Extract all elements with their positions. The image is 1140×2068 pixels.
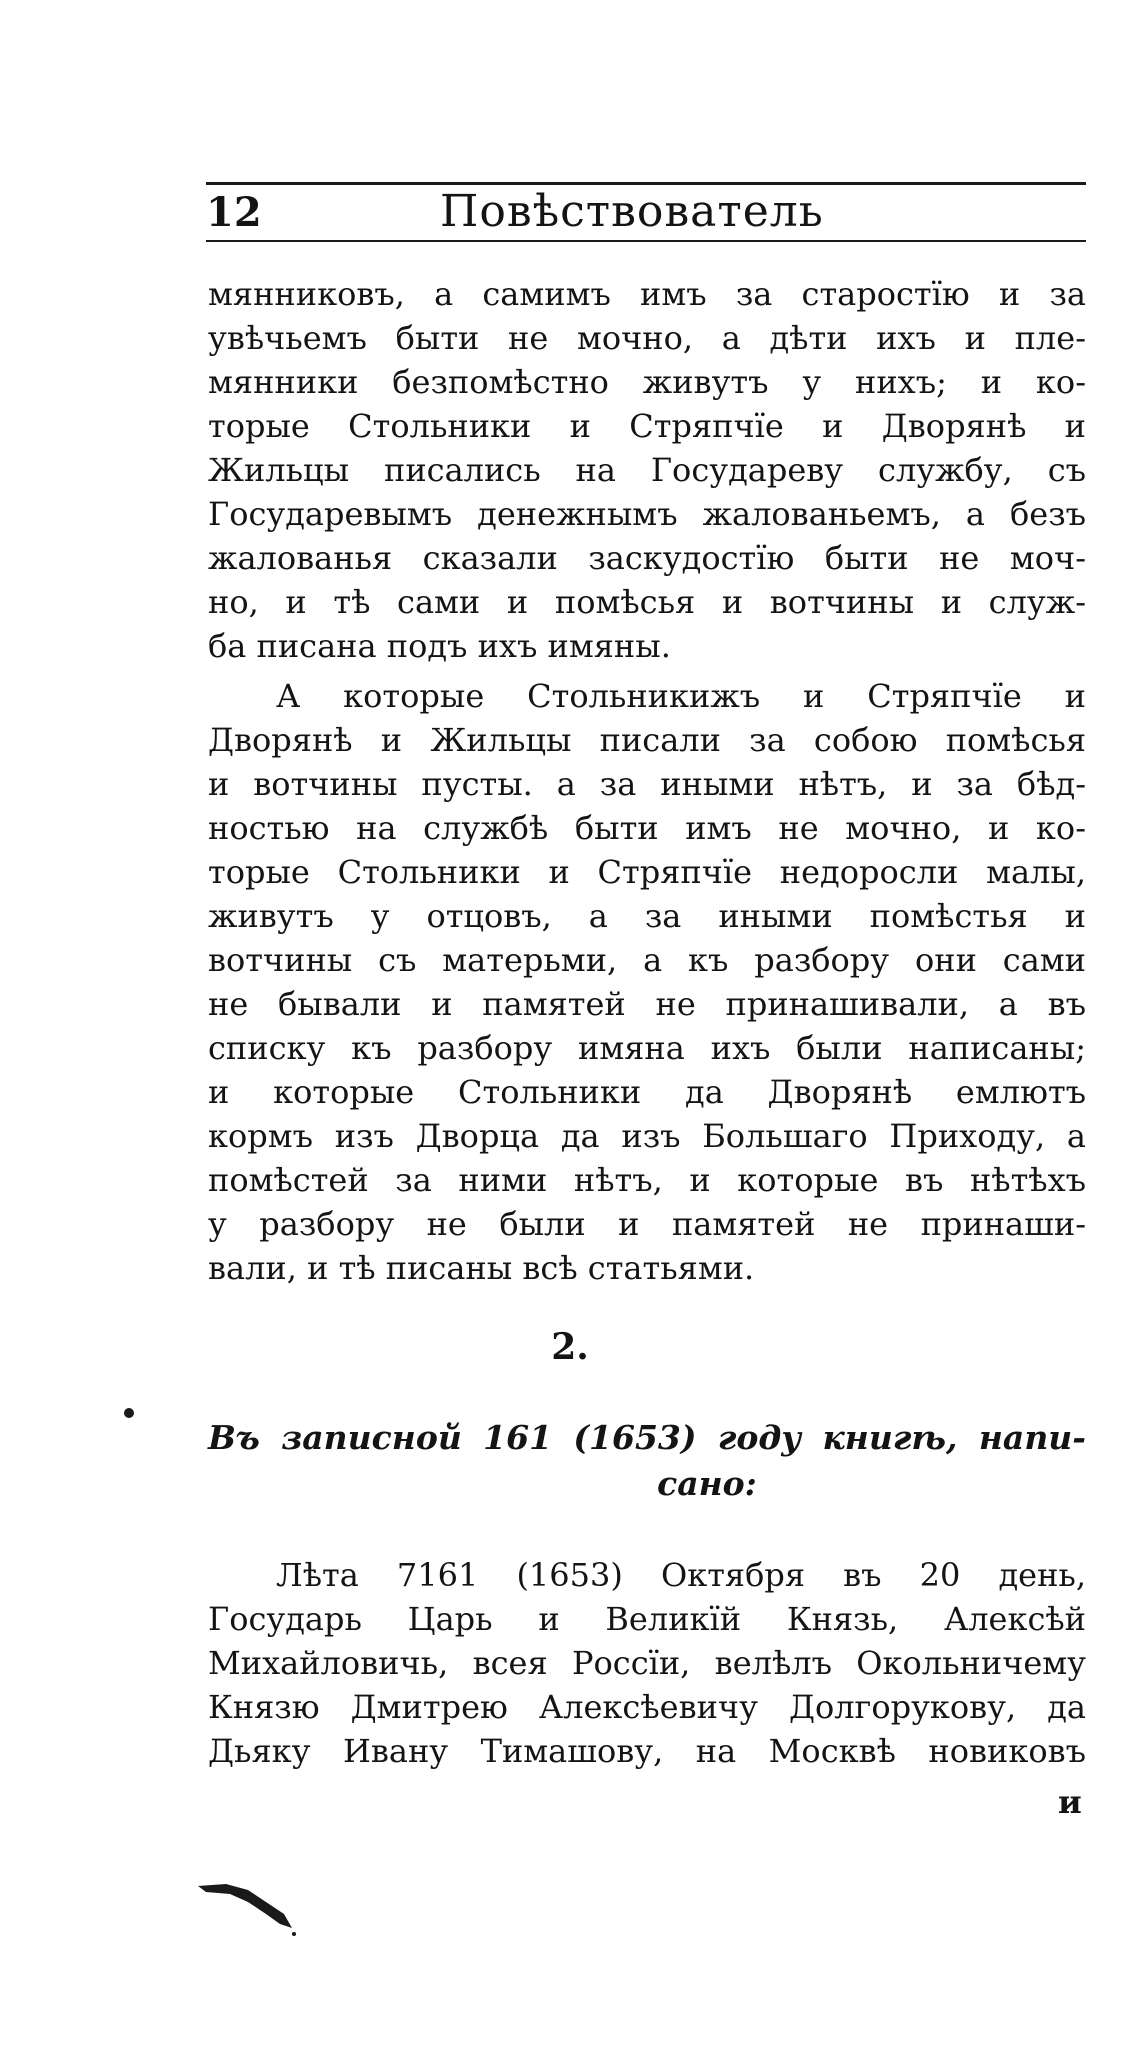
text-line: торые Стольники и Стряпчїе и Дворянѣ и xyxy=(208,407,1086,445)
text-line: Михайловичь, всея Россїи, велѣлъ Окольничему xyxy=(208,1644,1086,1682)
text-line: увѣчьемъ быти не мочно, а дѣти ихъ и пле- xyxy=(208,319,1086,357)
text-line: Дьяку Ивану Тимашову, на Москвѣ новиковъ xyxy=(208,1732,1086,1770)
text-line: ностью на службѣ быти имъ не мочно, и ко- xyxy=(208,809,1086,847)
section-number: 2. xyxy=(551,1326,589,1368)
running-title: Повѣствователь xyxy=(440,186,824,237)
text-line: вотчины съ матерьми, а къ разбору они сами xyxy=(208,941,1086,979)
text-line: у разбору не были и памятей не принаши- xyxy=(208,1205,1086,1243)
text-line: Лѣта 7161 (1653) Октября въ 20 день, xyxy=(276,1556,1086,1594)
catchword: и xyxy=(1058,1783,1082,1821)
text-line: вали, и тѣ писаны всѣ статьями. xyxy=(208,1249,755,1287)
text-line: списку къ разбору имяна ихъ были написаны; xyxy=(208,1029,1086,1067)
text-line: Князю Дмитрею Алексѣевичу Долгорукову, да xyxy=(208,1688,1086,1726)
text-line: Дворянѣ и Жильцы писали за собою помѣсья xyxy=(208,721,1086,759)
text-line: мянниковъ, а самимъ имъ за старостїю и за xyxy=(208,275,1086,313)
section-heading-line: Въ записной 161 (1653) году книгѣ, напи- xyxy=(208,1418,1086,1457)
text-line: и которые Стольники да Дворянѣ емлютъ xyxy=(208,1073,1086,1111)
paragraph-3 xyxy=(208,1553,1086,1773)
text-line: и вотчины пусты. а за иными нѣтъ, и за бѣд- xyxy=(208,765,1086,803)
text-line: живутъ у отцовъ, а за иными помѣстья и xyxy=(208,897,1086,935)
paragraph-1 xyxy=(208,272,1086,668)
text-line: ба писана подъ ихъ имяны. xyxy=(208,627,671,665)
text-line: Государь Царь и Великїй Князь, Алексѣй xyxy=(208,1600,1086,1638)
page-number: 12 xyxy=(206,189,262,236)
text-line: А которые Стольникижъ и Стряпчїе и xyxy=(276,677,1086,715)
ink-dot xyxy=(124,1408,134,1418)
paragraph-2 xyxy=(208,674,1086,1290)
section-heading-line: сано: xyxy=(657,1464,757,1503)
text-line: Государевымъ денежнымъ жалованьемъ, а безъ xyxy=(208,495,1086,533)
text-line: кормъ изъ Дворца да изъ Большаго Приходу, а xyxy=(208,1117,1086,1155)
text-line: торые Стольники и Стряпчїе недоросли малы, xyxy=(208,853,1086,891)
text-line: помѣстей за ними нѣтъ, и которые въ нѣтѣхъ xyxy=(208,1161,1086,1199)
text-line: жалованья сказали заскудостїю быти не моч- xyxy=(208,539,1086,577)
text-line: мянники безпомѣстно живутъ у нихъ; и ко- xyxy=(208,363,1086,401)
header-bottom-rule xyxy=(206,240,1086,242)
text-line: Жильцы писались на Государеву службу, съ xyxy=(208,451,1086,489)
text-line: но, и тѣ сами и помѣсья и вотчины и служ- xyxy=(208,583,1086,621)
header-top-rule xyxy=(206,182,1086,185)
section-heading xyxy=(208,1415,1086,1507)
ink-smudge-mark xyxy=(196,1880,300,1940)
text-line: не бывали и памятей не принашивали, а въ xyxy=(208,985,1086,1023)
